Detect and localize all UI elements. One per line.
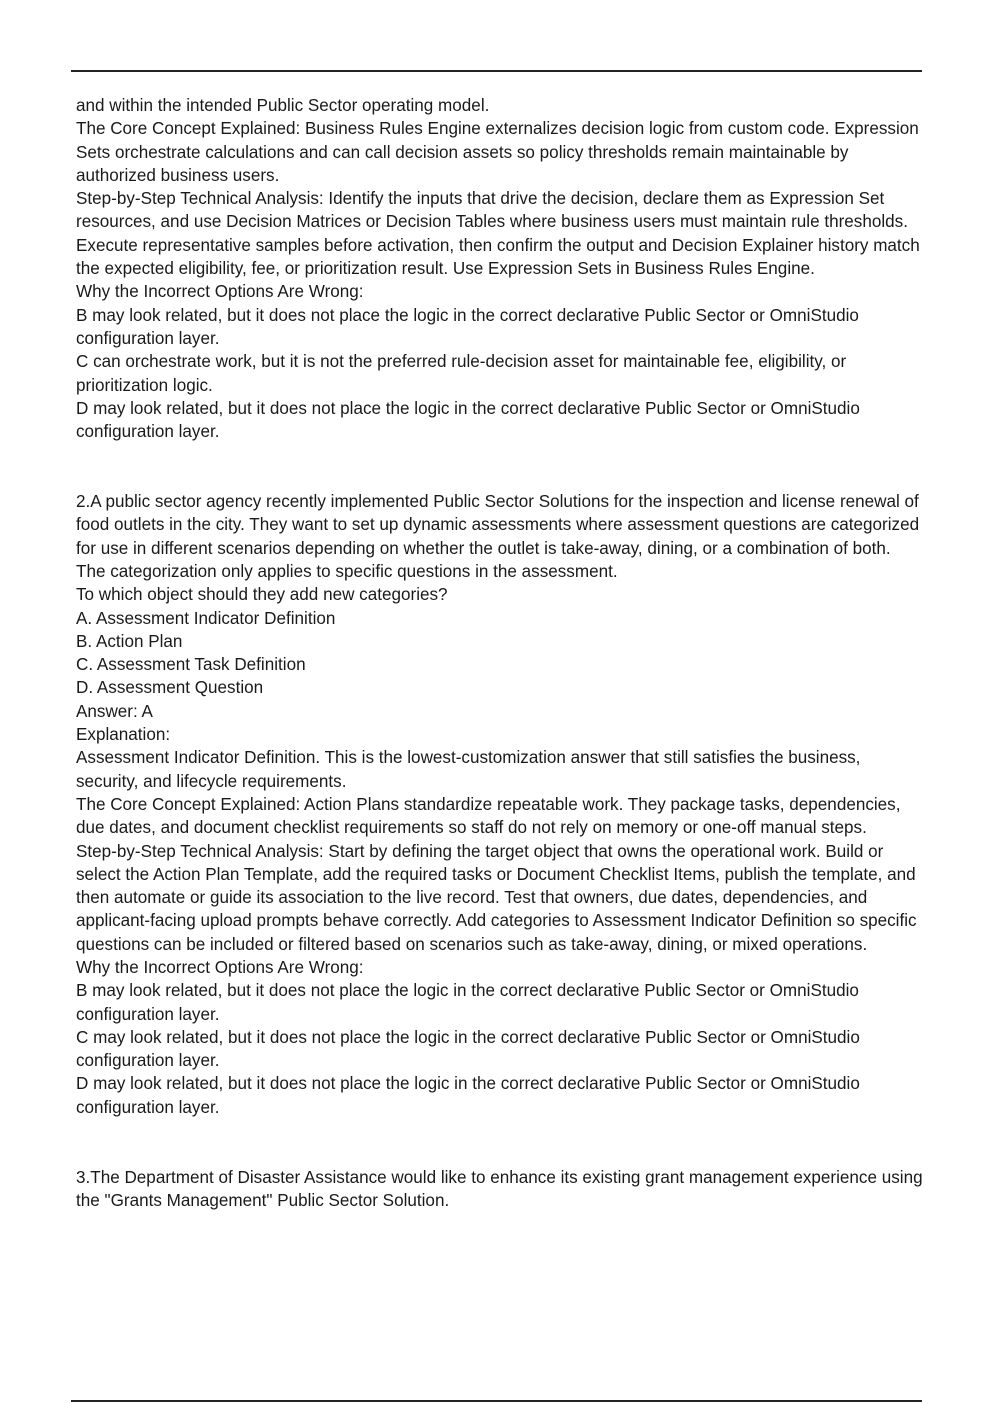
q2-explanation-label: Explanation:: [76, 725, 171, 745]
q2-core-concept: The Core Concept Explained: Action Plans standardize repeatable work. They package tasks, dependencies, due dates, and document checklist requirements so staff do not rely on memory or one-off manual steps.: [76, 794, 901, 838]
q2-wrong-d: D may look related, but it does not place the logic in the correct declarative Public Sector or OmniStudio configuration layer.: [76, 1074, 860, 1117]
q2-explanation-summary: Assessment Indicator Definition. This is the lowest-customization answer that still satisfies the business, security, and lifecycle requirements.: [76, 748, 861, 791]
section-gap: [76, 443, 924, 490]
q2-option-a: A. Assessment Indicator Definition: [76, 608, 336, 628]
q2-option-b: B. Action Plan: [76, 631, 183, 651]
header-rule: [71, 70, 922, 72]
q1-wrong-d: D may look related, but it does not place the logic in the correct declarative Public Sector or OmniStudio configuration layer.: [76, 398, 860, 442]
q1-continuation: and within the intended Public Sector operating model.: [76, 96, 490, 115]
q2-wrong-c: C may look related, but it does not place the logic in the correct declarative Public Sector or OmniStudio configuration layer.: [76, 1027, 860, 1071]
q2-wrong-b: B may look related, but it does not place the logic in the correct declarative Public Sector or OmniStudio configuration layer.: [76, 981, 859, 1024]
q3-question: 3.The Department of Disaster Assistance would like to enhance its existing grant management experience using the "Grants Management" Public Sector Solution.: [76, 1167, 923, 1210]
document-body: [76, 94, 924, 1212]
q2-technical-analysis: Step-by-Step Technical Analysis: Start by defining the target object that owns the operational work. Build or select the Action Plan Template, add the required tasks or Document Checklist Items, publish the template, and then automate or guide its association to the live record. Test that owners, due dates, dependencies, and applicant-facing upload prompts behave correctly. Add categories to Assessment Indicator Definition so specific questions can be included or filtered based on scenarios such as take-away, dining, or mixed operations.: [76, 841, 917, 954]
q2-question: 2.A public sector agency recently implemented Public Sector Solutions for the inspection and license renewal of food outlets in the city. They want to set up dynamic assessments where assessment questions are categorized for use in different scenarios depending on whether the outlet is take-away, dining, or a combination of both. The categorization only applies to specific questions in the assessment.: [76, 492, 920, 581]
q2-option-c: C. Assessment Task Definition: [76, 655, 306, 675]
q1-technical-analysis: Step-by-Step Technical Analysis: Identify the inputs that drive the decision, declare them as Expression Set resources, and use Decision Matrices or Decision Tables where business users must maintain rule thresholds. Execute representative samples before activation, then confirm the output and Decision Explainer history match the expected eligibility, fee, or prioritization result. Use Expression Sets in Business Rules Engine.: [76, 189, 920, 279]
q2-option-d: D. Assessment Question: [76, 678, 264, 698]
q1-wrong-b: B may look related, but it does not place the logic in the correct declarative Public Sector or OmniStudio configuration layer.: [76, 305, 859, 348]
footer-rule: [71, 1400, 922, 1402]
q2-answer: Answer: A: [76, 701, 153, 721]
q2-prompt: To which object should they add new categories?: [76, 585, 448, 605]
q2-wrong-heading: Why the Incorrect Options Are Wrong:: [76, 957, 364, 977]
q1-core-concept: The Core Concept Explained: Business Rules Engine externalizes decision logic from custom code. Expression Sets orchestrate calculations and can call decision assets so policy thresholds remain maintainable by authorized business users.: [76, 119, 919, 185]
section-gap: [76, 1119, 924, 1166]
q1-wrong-c: C can orchestrate work, but it is not the preferred rule-decision asset for maintainable fee, eligibility, or prioritization logic.: [76, 352, 847, 395]
q1-wrong-heading: Why the Incorrect Options Are Wrong:: [76, 282, 364, 302]
